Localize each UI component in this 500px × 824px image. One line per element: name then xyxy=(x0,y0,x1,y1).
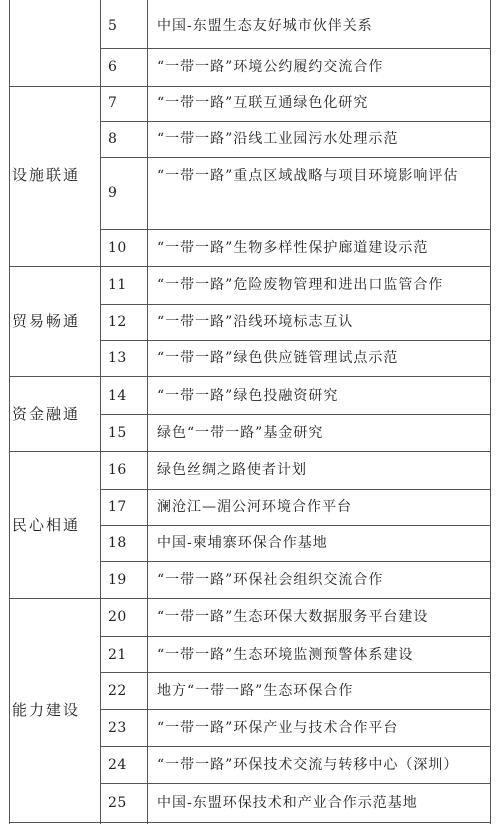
row-divider xyxy=(100,48,491,49)
group-divider xyxy=(9,266,491,267)
row-number: 25 xyxy=(108,795,127,811)
row-number: 16 xyxy=(108,462,127,478)
row-text: “一带一路”沿线环境标志互认 xyxy=(157,314,354,330)
row-number: 8 xyxy=(108,131,118,147)
row-divider xyxy=(100,709,491,710)
row-number: 11 xyxy=(108,277,127,293)
row-divider xyxy=(100,525,491,526)
row-text: 绿色丝绸之路使者计划 xyxy=(157,462,307,478)
row-text: 绿色“一带一路”基金研究 xyxy=(157,425,324,441)
row-number: 19 xyxy=(108,572,127,588)
column-divider xyxy=(100,0,101,824)
row-number: 17 xyxy=(108,499,127,515)
table-border-left xyxy=(9,0,10,824)
row-text: “一带一路”沿线工业园污水处理示范 xyxy=(157,131,399,147)
row-number: 22 xyxy=(108,683,127,699)
row-text: “一带一路”危险废物管理和进出口监管合作 xyxy=(157,277,444,293)
row-text: “一带一路”生态环保大数据服务平台建设 xyxy=(157,609,429,625)
row-text: “一带一路”环保技术交流与转移中心（深圳） xyxy=(157,757,459,773)
row-text: “一带一路”生态环境监测预警体系建设 xyxy=(157,647,414,663)
row-text: 中国-柬埔寨环保合作基地 xyxy=(157,535,328,551)
row-divider xyxy=(100,121,491,122)
row-number: 20 xyxy=(108,609,127,625)
row-text: “一带一路”绿色投融资研究 xyxy=(157,388,339,404)
row-divider xyxy=(100,229,491,230)
row-divider xyxy=(100,672,491,673)
row-divider xyxy=(100,561,491,562)
row-number: 23 xyxy=(108,720,127,736)
table-border-right xyxy=(490,0,491,824)
row-number: 7 xyxy=(108,95,118,111)
row-text: “一带一路”环保产业与技术合作平台 xyxy=(157,720,399,736)
row-number: 6 xyxy=(108,59,118,75)
category-label: 贸易畅通 xyxy=(12,312,81,330)
row-number: 24 xyxy=(108,757,127,773)
group-divider xyxy=(9,86,491,87)
row-number: 14 xyxy=(108,388,127,404)
group-divider xyxy=(9,376,491,377)
category-label: 能力建设 xyxy=(12,701,81,719)
row-number: 13 xyxy=(108,350,127,366)
row-divider xyxy=(100,746,491,747)
row-text: “一带一路”绿色供应链管理试点示范 xyxy=(157,350,399,366)
row-divider xyxy=(100,783,491,784)
row-text: 地方“一带一路”生态环保合作 xyxy=(157,683,354,699)
row-number: 9 xyxy=(108,185,118,201)
row-number: 12 xyxy=(108,314,127,330)
row-text: 中国-东盟环保技术和产业合作示范基地 xyxy=(157,795,418,811)
category-label: 民心相通 xyxy=(12,516,81,534)
group-divider xyxy=(9,451,491,452)
row-divider xyxy=(100,414,491,415)
row-divider xyxy=(100,340,491,341)
row-text: “一带一路”重点区域战略与项目环境影响评估 xyxy=(157,168,459,184)
row-number: 5 xyxy=(108,18,118,34)
row-number: 21 xyxy=(108,647,127,663)
row-divider xyxy=(100,304,491,305)
row-text: “一带一路”互联互通绿色化研究 xyxy=(157,95,369,111)
row-divider xyxy=(100,489,491,490)
column-divider xyxy=(147,0,148,824)
category-label: 资金融通 xyxy=(12,405,81,423)
row-text: “一带一路”生物多样性保护廊道建设示范 xyxy=(157,240,429,256)
table-border-bottom xyxy=(9,822,491,823)
row-text: 澜沧江—湄公河环境合作平台 xyxy=(157,499,352,515)
row-number: 18 xyxy=(108,535,127,551)
row-number: 15 xyxy=(108,425,127,441)
row-text: “一带一路”环境公约履约交流合作 xyxy=(157,59,384,75)
row-text: “一带一路”环保社会组织交流合作 xyxy=(157,572,384,588)
row-number: 10 xyxy=(108,240,127,256)
group-divider xyxy=(9,598,491,599)
category-label: 设施联通 xyxy=(12,166,81,184)
row-divider xyxy=(100,636,491,637)
row-text: 中国-东盟生态友好城市伙伴关系 xyxy=(157,18,373,34)
